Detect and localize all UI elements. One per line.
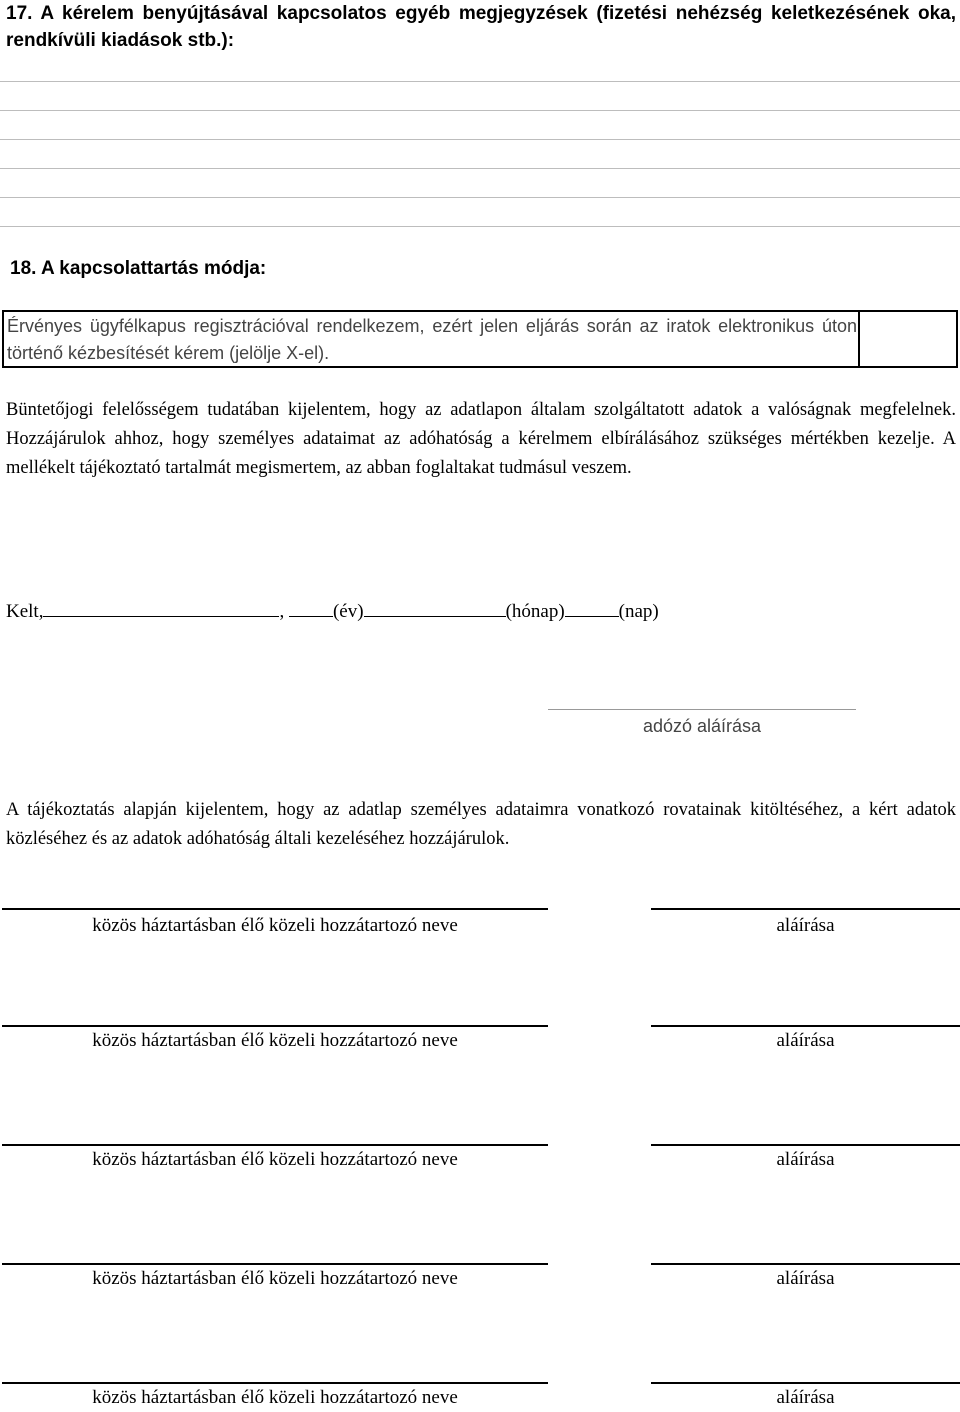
relative-name-label: közös háztartásban élő közeli hozzátartozó neve bbox=[92, 1030, 458, 1051]
declaration-consent: Hozzájárulok ahhoz, hogy személyes adataimat az adóhatóság a kérelmem elbírálásához szükséges mértékben kezelje. bbox=[6, 429, 935, 449]
section-18-heading: 18. A kapcsolattartás módja: bbox=[10, 258, 267, 279]
month-field[interactable] bbox=[364, 598, 506, 617]
relative-signature-label: aláírása bbox=[776, 1387, 835, 1408]
remarks-line[interactable] bbox=[0, 226, 960, 227]
relative-signature-label: aláírása bbox=[776, 915, 835, 936]
taxpayer-signature-label: adózó aláírása bbox=[642, 716, 762, 736]
month-label: (hónap) bbox=[505, 601, 565, 622]
relative-name-label: közös háztartásban élő közeli hozzátartozó neve bbox=[92, 1387, 458, 1408]
relative-name-label: közös háztartásban élő közeli hozzátartozó neve bbox=[92, 1149, 458, 1170]
section-17-heading: 17. A kérelem benyújtásával kapcsolatos egyéb megjegyzések (fizetési nehézség keletkezésének oka, rendkívüli kiadások stb.): bbox=[6, 3, 956, 51]
remarks-line[interactable] bbox=[0, 81, 960, 82]
relative-signature-label: aláírása bbox=[776, 1149, 835, 1170]
relative-name-line[interactable] bbox=[2, 908, 548, 910]
day-field[interactable] bbox=[565, 598, 619, 617]
date-comma: , bbox=[279, 601, 285, 622]
year-label: (év) bbox=[332, 601, 364, 622]
date-line bbox=[6, 597, 766, 627]
contact-method-text: Érvényes ügyfélkapus regisztrációval rendelkezem, ezért jelen eljárás során az iratok elektronikus úton történő kézbesítését kérem (jelölje X-el). bbox=[7, 316, 857, 363]
remarks-line[interactable] bbox=[0, 168, 960, 169]
relative-signature-line[interactable] bbox=[651, 908, 960, 910]
day-label: (nap) bbox=[618, 601, 659, 622]
remarks-line[interactable] bbox=[0, 110, 960, 111]
electronic-delivery-checkbox[interactable] bbox=[858, 312, 958, 366]
relative-name-label: közös háztartásban élő közeli hozzátartozó neve bbox=[92, 1268, 458, 1289]
year-field[interactable] bbox=[289, 598, 333, 617]
relative-name-label: közös háztartásban élő közeli hozzátartozó neve bbox=[92, 915, 458, 936]
contact-method-box bbox=[2, 310, 958, 368]
declaration-paragraph bbox=[6, 396, 956, 483]
relative-signature-label: aláírása bbox=[776, 1268, 835, 1289]
declaration-acknowledgement: A mellékelt tájékoztató tartalmát megismertem, az abban foglaltakat tudmásul veszem. bbox=[6, 429, 956, 478]
remarks-line[interactable] bbox=[0, 197, 960, 198]
kelt-label: Kelt, bbox=[6, 601, 44, 622]
taxpayer-signature-line[interactable] bbox=[548, 709, 856, 710]
place-field[interactable] bbox=[43, 598, 279, 617]
declaration-liability: Büntetőjogi felelősségem tudatában kijelentem, hogy az adatlapon általam szolgáltatott adatok a valóságnak megfelelnek. bbox=[6, 400, 956, 420]
consent-paragraph: A tájékoztatás alapján kijelentem, hogy az adatlap személyes adataimra vonatkozó rovatainak kitöltéséhez, a kért adatok közléséhez és az adatok adóhatóság általi kezeléséhez hozzájárulok. bbox=[6, 800, 956, 849]
relative-signature-label: aláírása bbox=[776, 1030, 835, 1051]
remarks-line[interactable] bbox=[0, 139, 960, 140]
